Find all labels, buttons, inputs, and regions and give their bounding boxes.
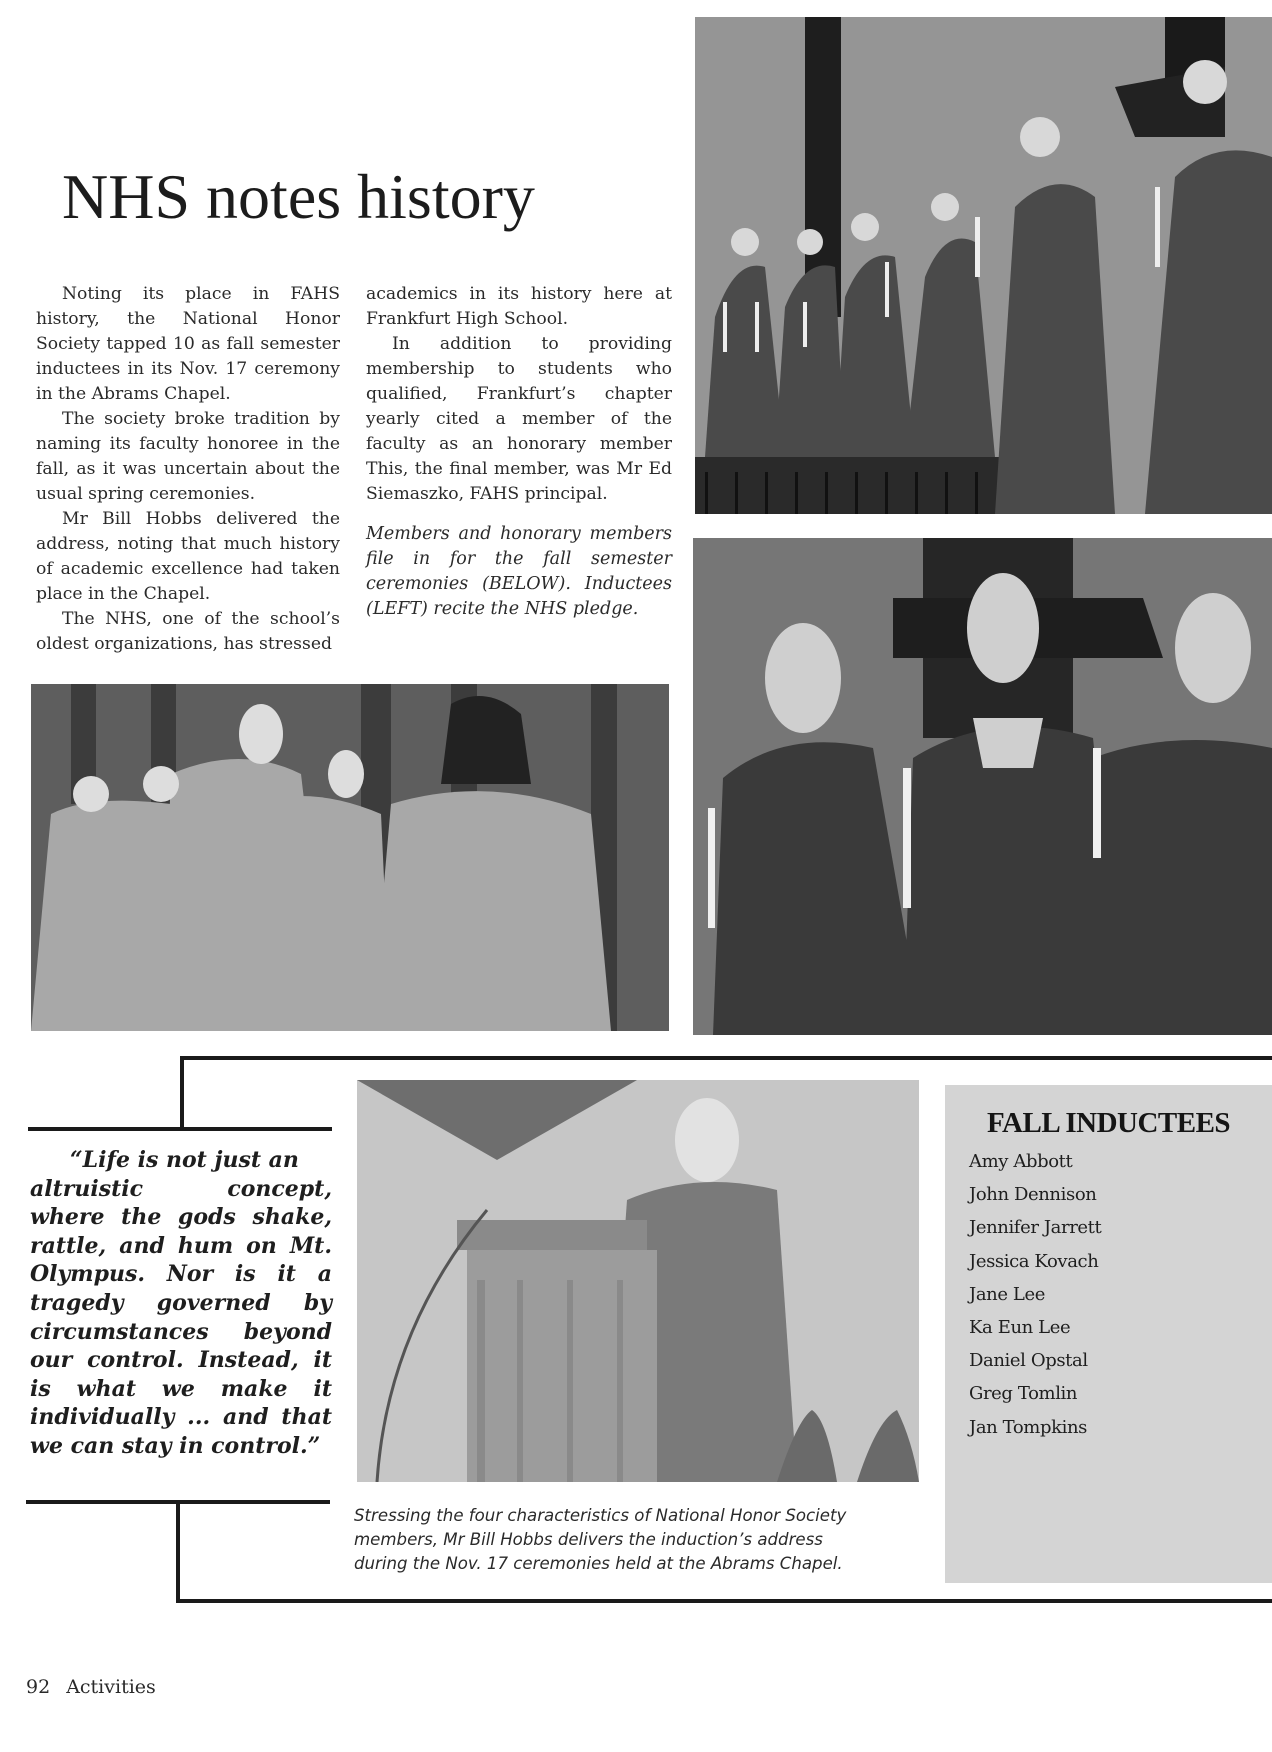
section-name: Activities xyxy=(66,1676,156,1698)
inductee-name: Daniel Opstal xyxy=(969,1350,1088,1372)
page-number: 92 xyxy=(26,1676,51,1698)
article-column-2 xyxy=(366,282,672,507)
article-paragraph: academics in its history here at Frankfurt High School. xyxy=(366,284,672,329)
inductee-name: Ka Eun Lee xyxy=(969,1317,1071,1339)
photo-caption-podium xyxy=(354,1504,916,1576)
caption-line: Stressing the four characteristics of National Honor Society xyxy=(354,1506,847,1525)
inductee-name: Jennifer Jarrett xyxy=(969,1217,1102,1239)
caption-line: members, Mr Bill Hobbs delivers the induction’s address xyxy=(354,1530,823,1549)
inductees-list xyxy=(969,1145,1101,1444)
frame-line-left-upper xyxy=(180,1056,184,1131)
fall-inductees-box xyxy=(945,1085,1272,1583)
article-column-1 xyxy=(36,282,340,657)
article-paragraph: The NHS, one of the school’s oldest organizations, has stressed xyxy=(36,609,340,654)
inductee-name: John Dennison xyxy=(969,1184,1097,1206)
photo-inductees-candles xyxy=(695,17,1272,514)
photo-procession xyxy=(31,684,669,1031)
frame-line-top xyxy=(180,1056,1272,1060)
article-paragraph: Noting its place in FAHS history, the National Honor Society tapped 10 as fall semester inductees in its Nov. 17 ceremony in the Abrams Chapel. xyxy=(36,284,340,404)
frame-line-bottom xyxy=(176,1599,1272,1603)
photo-inductees-pledge xyxy=(693,538,1272,1035)
inductee-name: Greg Tomlin xyxy=(969,1383,1078,1405)
quote-rule-top xyxy=(28,1127,332,1131)
article-paragraph: Mr Bill Hobbs delivered the address, noting that much history of academic excellence had taken place in the Chapel. xyxy=(36,509,340,604)
photo-caption-ceremony: Members and honorary members file in for the fall semester ceremonies (BELOW). Inductees (LEFT) recite the NHS pledge. xyxy=(366,524,672,619)
inductee-name: Jessica Kovach xyxy=(969,1250,1099,1272)
inductee-name: Jane Lee xyxy=(969,1283,1045,1305)
page-title: NHS notes history xyxy=(62,161,535,232)
page-footer xyxy=(26,1676,156,1698)
inductee-name: Jan Tompkins xyxy=(969,1416,1087,1438)
fall-inductees-title: FALL INDUCTEES xyxy=(987,1107,1231,1139)
article-paragraph: The society broke tradition by naming its faculty honoree in the fall, as it was uncertain about the usual spring ceremonies. xyxy=(36,409,340,504)
pull-quote xyxy=(30,1146,332,1461)
article-paragraph: In addition to providing membership to students who qualified, Frankfurt’s chapter yearly cited a member of the faculty as an honorary member This, the final member, was Mr Ed Siemaszko, FAHS principal. xyxy=(366,334,672,504)
caption-line: during the Nov. 17 ceremonies held at the Abrams Chapel. xyxy=(354,1554,843,1573)
pull-quote-first-line: “Life is not just an xyxy=(70,1147,299,1173)
frame-line-left-lower xyxy=(176,1500,180,1603)
pull-quote-body: altruistic concept, where the gods shake, rattle, and hum on Mt. Olympus. Nor is it a tragedy governed by circumstances beyond our control. Instead, it is what we make it individually ... and that we can stay in control.” xyxy=(30,1175,332,1459)
inductee-name: Amy Abbott xyxy=(969,1151,1073,1172)
photo-speaker-podium xyxy=(357,1080,919,1482)
